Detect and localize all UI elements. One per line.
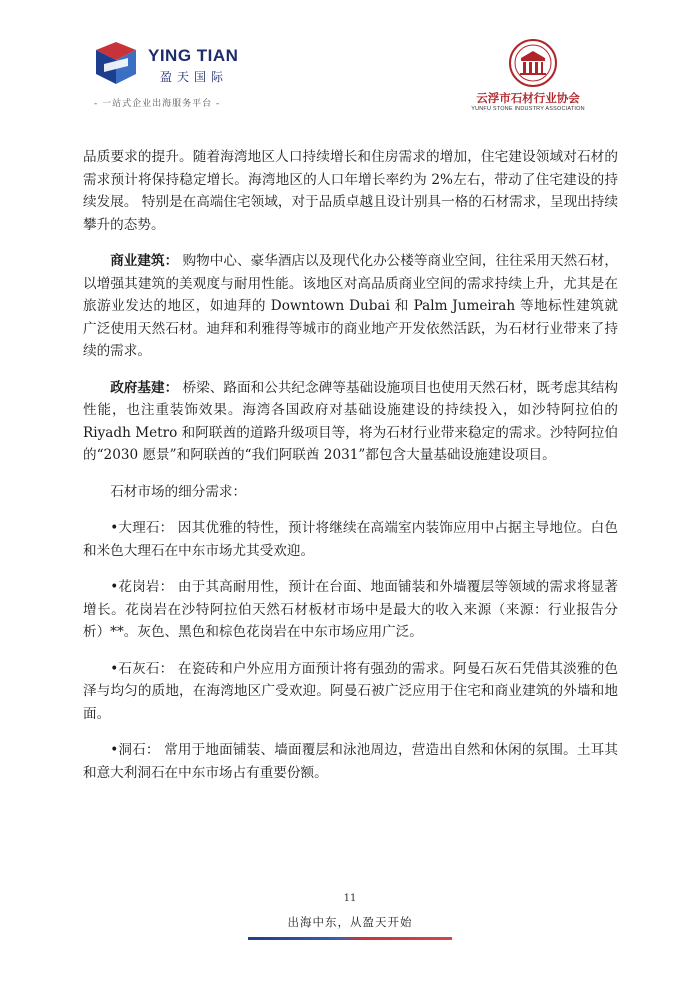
brand-name-en: YING TIAN	[148, 46, 239, 65]
segment-travertine: •洞石： 常用于地面铺装、墙面覆层和泳池周边，营造出自然和休闲的氛围。土耳其和意大利洞石在中东市场占有重要份额。	[83, 742, 618, 781]
brand-name-cn: 盈天国际	[160, 70, 229, 84]
footer-slogan: 出海中东，从盈天开始	[287, 915, 413, 929]
segment-limestone: •石灰石： 在瓷砖和户外应用方面预计将有强劲的需求。阿曼石灰石凭借其淡雅的色泽与均匀的质地，在海湾地区广受欢迎。阿曼石被广泛应用于住宅和商业建筑的外墙和地面。	[83, 660, 618, 722]
segment-heading: 石材市场的细分需求：	[110, 483, 247, 500]
government-label: 政府基建：	[110, 379, 179, 396]
association-seal-icon	[508, 38, 558, 88]
segment-granite: •花岗岩： 由于其高耐用性，预计在台面、地面铺装和外墙覆层等领域的需求将显著增长。花岗岩在沙特阿拉伯天然石材板材市场中是最大的收入来源（来源：行业报告分析）**。灰色、黑色和棕色花岗岩在中东市场应用广泛。	[83, 579, 618, 640]
intro-paragraph: 品质要求的提升。随着海湾地区人口持续增长和住房需求的增加，住宅建设领域对石材的需求预计将保持稳定增长。海湾地区的人口年增长率约为 2%左右，带动了住宅建设的持续发展。 特别是在高端住宅领域，对于品质卓越且设计别具一格的石材需求，呈现出持续攀升的态势。	[83, 149, 618, 233]
government-text: 桥梁、路面和公共纪念碑等基础设施项目也使用天然石材，既考虑其结构性能，也注重装饰效果。海湾各国政府对基础设施建设的持续投入，如沙特阿拉伯的 Riyadh Metro 和阿联酋的道路升级项目等，将为石材行业带来稳定的需求。沙特阿拉伯的“2030 愿景”和阿联酋的“我们阿联酋 2031”都包含大量基础设施建设项目。	[83, 379, 618, 463]
association-logo	[458, 38, 618, 118]
commercial-paragraph	[83, 250, 618, 363]
footer-divider	[248, 937, 452, 940]
page-number: 11	[343, 893, 357, 904]
commercial-text: 购物中心、豪华酒店以及现代化办公楼等商业空间，往往采用天然石材，以增强其建筑的美观度与耐用性能。该地区对高品质商业空间的需求持续上升，尤其是在旅游业发达的地区，如迪拜的 Downtown Dubai 和 Palm Jumeirah 等地标性建筑就广泛使用天然石材。迪拜和利雅得等城市的商业地产开发依然活跃，为石材行业带来了持续的需求。	[83, 253, 618, 359]
segment-marble: •大理石： 因其优雅的特性，预计将继续在高端室内装饰应用中占据主导地位。白色和米色大理石在中东市场尤其受欢迎。	[83, 520, 618, 559]
government-paragraph	[83, 377, 618, 467]
yingtian-logo-mark-icon	[90, 40, 142, 92]
association-name-cn: 云浮市石材行业协会	[476, 91, 580, 105]
yingtian-logo	[90, 40, 270, 115]
association-name-en: YUNFU STONE INDUSTRY ASSOCIATION	[471, 106, 585, 112]
commercial-label: 商业建筑：	[110, 253, 179, 269]
document-body	[83, 146, 618, 798]
brand-slogan: - 一站式企业出海服务平台 -	[94, 99, 221, 109]
